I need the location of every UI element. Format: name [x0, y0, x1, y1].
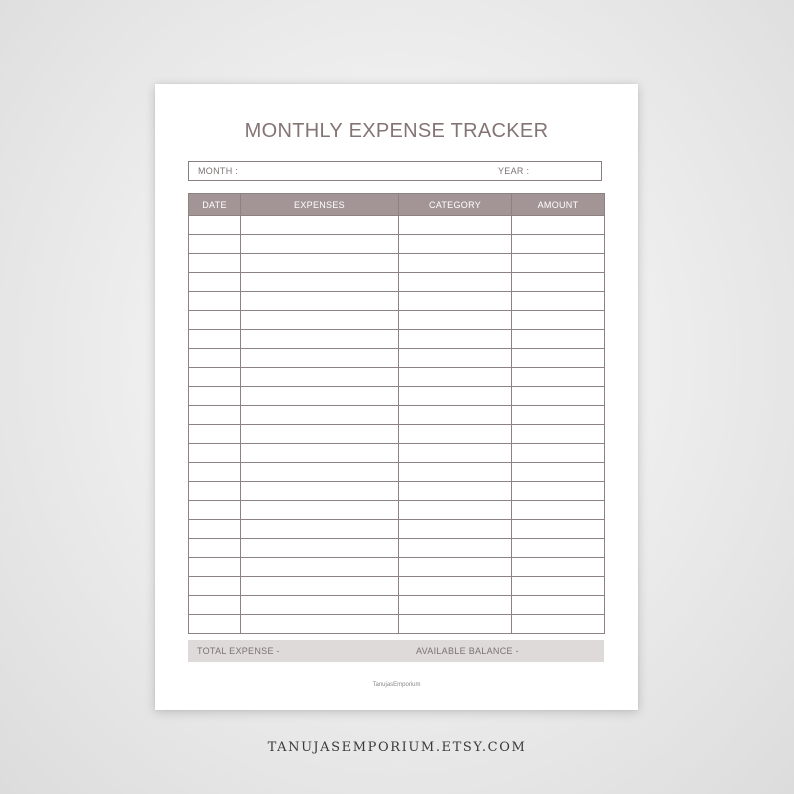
table-cell: [399, 539, 512, 558]
table-cell: [241, 520, 399, 539]
table-row: [189, 577, 605, 596]
table-cell: [399, 273, 512, 292]
table-cell: [241, 330, 399, 349]
table-cell: [241, 482, 399, 501]
table-cell: [241, 596, 399, 615]
table-row: [189, 254, 605, 273]
table-cell: [512, 235, 605, 254]
table-cell: [399, 482, 512, 501]
table-cell: [241, 406, 399, 425]
table-cell: [189, 444, 241, 463]
table-cell: [399, 292, 512, 311]
table-cell: [512, 444, 605, 463]
table-cell: [241, 615, 399, 634]
column-header-category: CATEGORY: [399, 194, 512, 216]
table-cell: [512, 330, 605, 349]
table-cell: [512, 368, 605, 387]
table-cell: [241, 387, 399, 406]
table-cell: [189, 273, 241, 292]
table-cell: [189, 406, 241, 425]
table-cell: [241, 216, 399, 235]
table-cell: [241, 311, 399, 330]
table-row: [189, 596, 605, 615]
table-cell: [512, 501, 605, 520]
table-cell: [399, 596, 512, 615]
month-label: MONTH :: [198, 166, 239, 176]
table-cell: [512, 406, 605, 425]
table-cell: [189, 216, 241, 235]
table-body: [189, 216, 605, 634]
table-cell: [241, 558, 399, 577]
table-cell: [512, 311, 605, 330]
table-cell: [399, 501, 512, 520]
table-cell: [512, 216, 605, 235]
table-cell: [512, 349, 605, 368]
table-cell: [189, 425, 241, 444]
table-cell: [512, 520, 605, 539]
table-row: [189, 463, 605, 482]
table-cell: [399, 577, 512, 596]
table-cell: [399, 311, 512, 330]
table-cell: [512, 254, 605, 273]
column-header-amount: AMOUNT: [512, 194, 605, 216]
table-cell: [399, 368, 512, 387]
table-cell: [399, 520, 512, 539]
table-cell: [399, 406, 512, 425]
table-cell: [241, 292, 399, 311]
table-cell: [399, 235, 512, 254]
total-expense-label: TOTAL EXPENSE -: [197, 646, 280, 656]
table-row: [189, 330, 605, 349]
table-cell: [512, 482, 605, 501]
table-cell: [189, 539, 241, 558]
table-cell: [399, 444, 512, 463]
table-cell: [512, 615, 605, 634]
table-row: [189, 482, 605, 501]
table-cell: [241, 425, 399, 444]
table-cell: [241, 368, 399, 387]
table-cell: [189, 558, 241, 577]
table-cell: [241, 235, 399, 254]
table-row: [189, 558, 605, 577]
column-header-date: DATE: [189, 194, 241, 216]
table-cell: [399, 615, 512, 634]
table-row: [189, 406, 605, 425]
table-cell: [189, 292, 241, 311]
footer-brand: TanujasEmporium: [372, 682, 421, 688]
table-cell: [241, 254, 399, 273]
table-cell: [189, 349, 241, 368]
table-cell: [241, 273, 399, 292]
site-caption: TANUJASEMPORIUM.ETSY.COM: [267, 740, 527, 755]
table-cell: [189, 520, 241, 539]
table-cell: [512, 539, 605, 558]
totals-bar: [188, 640, 604, 662]
month-year-bar: [188, 161, 602, 181]
table-cell: [399, 558, 512, 577]
table-row: [189, 349, 605, 368]
table-cell: [399, 463, 512, 482]
table-row: [189, 292, 605, 311]
table-cell: [399, 425, 512, 444]
table-cell: [512, 558, 605, 577]
table-cell: [512, 425, 605, 444]
table-cell: [189, 311, 241, 330]
table-cell: [399, 330, 512, 349]
table-cell: [512, 292, 605, 311]
table-cell: [241, 444, 399, 463]
table-row: [189, 273, 605, 292]
table-cell: [241, 349, 399, 368]
table-cell: [399, 216, 512, 235]
table-cell: [189, 463, 241, 482]
table-cell: [512, 273, 605, 292]
table-row: [189, 520, 605, 539]
table-row: [189, 311, 605, 330]
column-header-expenses: EXPENSES: [241, 194, 399, 216]
table-row: [189, 235, 605, 254]
table-cell: [189, 501, 241, 520]
table-cell: [241, 539, 399, 558]
expense-tracker-sheet: [155, 84, 638, 710]
table-row: [189, 444, 605, 463]
table-cell: [189, 254, 241, 273]
table-cell: [189, 368, 241, 387]
available-balance-label: AVAILABLE BALANCE -: [416, 646, 519, 656]
table-cell: [189, 330, 241, 349]
table-cell: [399, 254, 512, 273]
table-cell: [189, 615, 241, 634]
table-cell: [189, 235, 241, 254]
table-row: [189, 216, 605, 235]
table-cell: [241, 577, 399, 596]
table-cell: [512, 463, 605, 482]
table-cell: [399, 349, 512, 368]
table-row: [189, 387, 605, 406]
table-cell: [241, 501, 399, 520]
table-cell: [241, 463, 399, 482]
table-cell: [189, 387, 241, 406]
table-cell: [399, 387, 512, 406]
table-header-row: [189, 194, 605, 216]
table-cell: [512, 577, 605, 596]
table-row: [189, 501, 605, 520]
table-row: [189, 425, 605, 444]
table-row: [189, 615, 605, 634]
table-cell: [189, 482, 241, 501]
table-row: [189, 368, 605, 387]
table-cell: [189, 596, 241, 615]
year-label: YEAR :: [498, 166, 530, 176]
table-row: [189, 539, 605, 558]
table-cell: [512, 387, 605, 406]
page-title: MONTHLY EXPENSE TRACKER: [244, 120, 549, 142]
expense-table: [188, 193, 605, 634]
table-cell: [512, 596, 605, 615]
table-cell: [189, 577, 241, 596]
